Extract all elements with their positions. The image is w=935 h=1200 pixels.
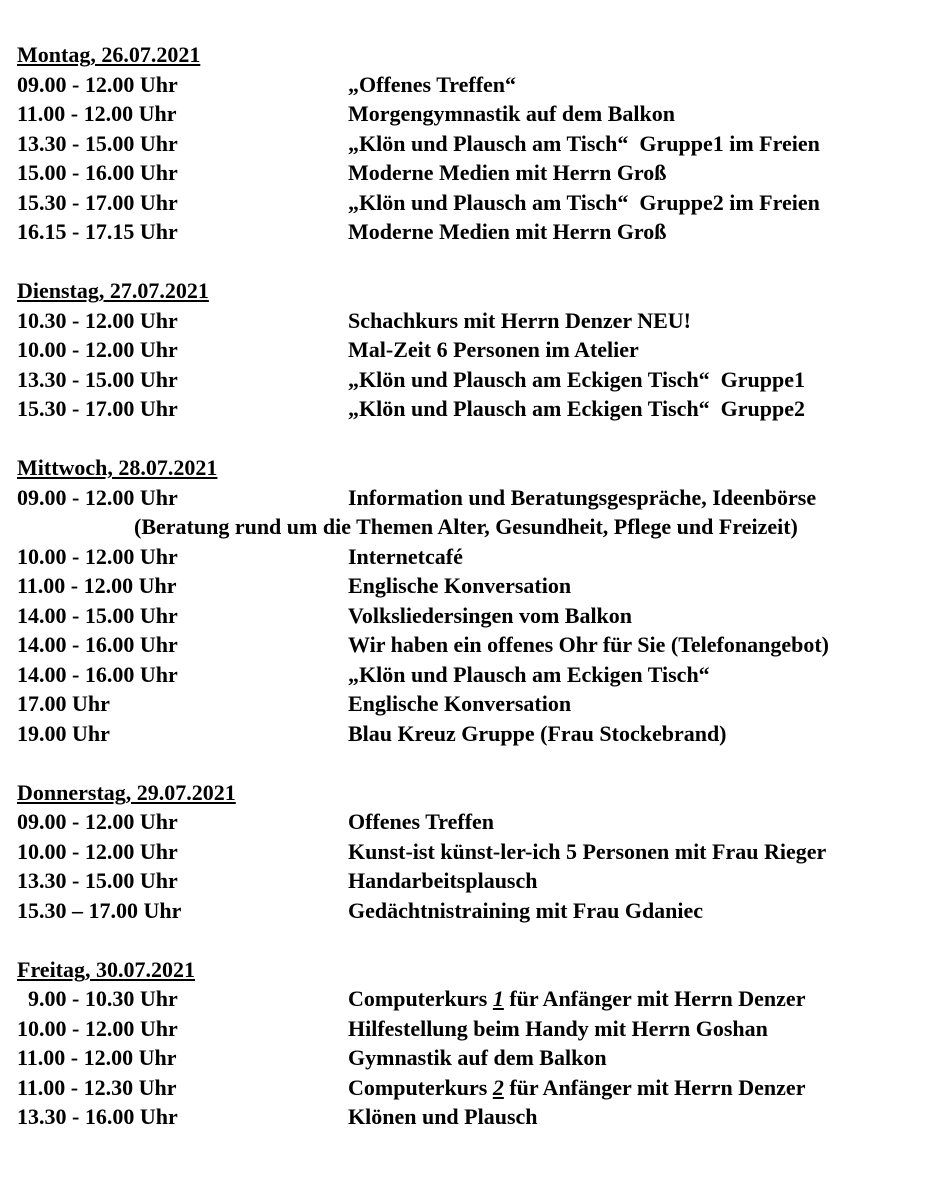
schedule-row [17, 807, 935, 837]
event-title: Blau Kreuz Gruppe (Frau Stockebrand) [348, 720, 727, 746]
schedule-row [17, 483, 935, 513]
day-header: Dienstag, 27.07.2021 [17, 278, 209, 303]
day-wednesday [17, 453, 935, 748]
event-title: „Klön und Plausch am Tisch“ Gruppe2 im Freien [348, 189, 820, 215]
schedule-row [17, 866, 935, 896]
time-slot: 14.00 - 15.00 Uhr [17, 602, 178, 628]
event-title: „Klön und Plausch am Tisch“ Gruppe1 im Freien [348, 130, 820, 156]
event-title: Gymnastik auf dem Balkon [348, 1045, 607, 1070]
event-title: Schachkurs mit Herrn Denzer NEU! [348, 307, 691, 333]
time-slot: 10.30 - 12.00 Uhr [17, 307, 178, 333]
event-title: Volksliedersingen vom Balkon [348, 602, 633, 628]
day-header: Freitag, 30.07.2021 [17, 956, 196, 982]
event-title: „Offenes Treffen“ [348, 71, 517, 97]
schedule-row [17, 335, 935, 365]
event-text: Computerkurs [348, 986, 493, 1011]
course-number: 1 [492, 986, 504, 1011]
time-slot: 9.00 - 10.30 Uhr [17, 986, 178, 1011]
schedule-row [17, 188, 935, 218]
time-slot: 15.30 - 17.00 Uhr [17, 189, 178, 215]
event-title [348, 1073, 935, 1103]
schedule-row [17, 1073, 935, 1103]
time-slot: 13.30 - 15.00 Uhr [17, 366, 178, 392]
day-tuesday [17, 276, 935, 424]
schedule-row [17, 984, 935, 1014]
event-title: Englische Konversation [348, 573, 572, 598]
event-title: Mal-Zeit 6 Personen im Atelier [348, 337, 639, 362]
time-slot: 14.00 - 16.00 Uhr [17, 632, 178, 657]
day-thursday [17, 778, 935, 926]
time-slot: 15.30 – 17.00 Uhr [17, 897, 182, 923]
event-title [348, 984, 935, 1014]
schedule-row [17, 660, 935, 690]
time-slot: 09.00 - 12.00 Uhr [17, 71, 178, 97]
day-header: Donnerstag, 29.07.2021 [17, 779, 236, 805]
time-slot: 11.00 - 12.00 Uhr [17, 101, 177, 126]
time-slot: 17.00 Uhr [17, 691, 110, 716]
time-slot: 15.30 - 17.00 Uhr [17, 396, 178, 421]
time-slot: 14.00 - 16.00 Uhr [17, 661, 178, 687]
schedule-row [17, 689, 935, 719]
event-title: Morgengymnastik auf dem Balkon [348, 101, 675, 126]
event-title: Gedächtnistraining mit Frau Gdaniec [348, 897, 704, 923]
schedule-row [17, 542, 935, 572]
schedule-row [17, 217, 935, 247]
time-slot: 13.30 - 15.00 Uhr [17, 868, 178, 893]
time-slot: 13.30 - 15.00 Uhr [17, 130, 178, 156]
event-title: „Klön und Plausch am Eckigen Tisch“ Gruppe2 [348, 396, 806, 421]
schedule-row [17, 394, 935, 424]
event-title: Wir haben ein offenes Ohr für Sie (Telefonangebot) [348, 632, 829, 657]
event-text: für Anfänger mit Herrn Denzer [503, 1074, 806, 1100]
time-slot: 16.15 - 17.15 Uhr [17, 219, 178, 244]
schedule-row [17, 837, 935, 867]
schedule-row [17, 306, 935, 336]
day-friday [17, 955, 935, 1132]
event-title: Offenes Treffen [348, 809, 495, 834]
event-title: Moderne Medien mit Herrn Groß [348, 160, 667, 185]
schedule-row [17, 158, 935, 188]
event-title: Hilfestellung beim Handy mit Herrn Goshan [348, 1015, 768, 1041]
time-slot: 13.30 - 16.00 Uhr [17, 1104, 178, 1129]
time-slot: 10.00 - 12.00 Uhr [17, 337, 178, 362]
event-title: Kunst-ist künst-ler-ich 5 Personen mit Frau Rieger [348, 838, 827, 864]
schedule-row [17, 601, 935, 631]
time-slot: 11.00 - 12.00 Uhr [17, 1045, 177, 1070]
day-monday [17, 40, 935, 247]
event-text: für Anfänger mit Herrn Denzer [503, 986, 806, 1011]
schedule-row [17, 99, 935, 129]
time-slot: 11.00 - 12.30 Uhr [17, 1074, 177, 1100]
time-slot: 09.00 - 12.00 Uhr [17, 484, 178, 510]
event-note: (Beratung rund um die Themen Alter, Gesundheit, Pflege und Freizeit) [134, 514, 798, 539]
event-title: „Klön und Plausch am Eckigen Tisch“ [348, 661, 710, 687]
schedule-row [17, 719, 935, 749]
time-slot: 10.00 - 12.00 Uhr [17, 838, 178, 864]
day-header: Mittwoch, 28.07.2021 [17, 455, 218, 480]
schedule-row [17, 1043, 935, 1073]
schedule-row [17, 129, 935, 159]
event-title: Englische Konversation [348, 691, 572, 716]
schedule-row [17, 1102, 935, 1132]
schedule-row [17, 896, 935, 926]
event-text: Computerkurs [348, 1074, 493, 1100]
schedule-row [17, 365, 935, 395]
event-title: Klönen und Plausch [348, 1104, 538, 1129]
time-slot: 15.00 - 16.00 Uhr [17, 160, 178, 185]
event-title: Information und Beratungsgespräche, Ideenbörse [348, 484, 817, 510]
schedule-row [17, 70, 935, 100]
time-slot: 11.00 - 12.00 Uhr [17, 573, 177, 598]
event-title: Internetcafé [348, 543, 463, 569]
time-slot: 10.00 - 12.00 Uhr [17, 1015, 178, 1041]
schedule-row [17, 630, 935, 660]
schedule-row [17, 1014, 935, 1044]
event-title: Moderne Medien mit Herrn Groß [348, 219, 667, 244]
time-slot: 09.00 - 12.00 Uhr [17, 809, 178, 834]
time-slot: 19.00 Uhr [17, 720, 110, 746]
event-title: „Klön und Plausch am Eckigen Tisch“ Gruppe1 [348, 366, 806, 392]
schedule-row [17, 571, 935, 601]
event-title: Handarbeitsplausch [348, 868, 538, 893]
course-number: 2 [492, 1074, 504, 1100]
day-header: Montag, 26.07.2021 [17, 42, 201, 67]
time-slot: 10.00 - 12.00 Uhr [17, 543, 178, 569]
